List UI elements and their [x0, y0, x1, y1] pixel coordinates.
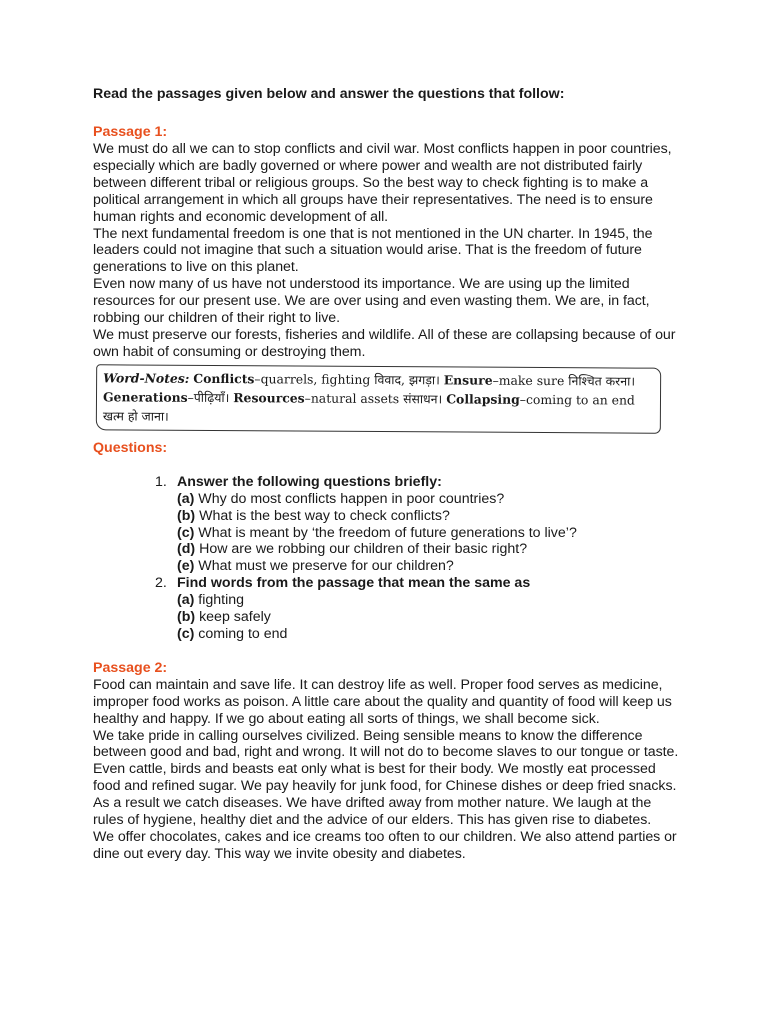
sub-question: [177, 558, 683, 575]
passage-1-paragraph: We must preserve our forests, fisheries and wildlife. All of these are collapsing because of our own habit of consuming or destroying them.: [93, 326, 676, 360]
passage-2-body: [93, 677, 683, 863]
word-note-meaning: –make sure निश्चित करना।: [492, 372, 636, 389]
word-note-meaning: –natural assets संसाधन।: [304, 390, 443, 407]
sub-question: [177, 525, 683, 542]
word-note-term: Collapsing: [446, 391, 520, 407]
word-note-term: Generations: [102, 389, 188, 405]
sub-question-label: (b): [177, 507, 196, 524]
instruction-text: Read the passages given below and answer the questions that follow:: [93, 86, 565, 102]
word-note-term: Conflicts: [193, 370, 255, 387]
sub-question-text: fighting: [198, 592, 245, 609]
passage-2-heading: Passage 2:: [93, 659, 168, 676]
sub-question-text: What is meant by ‘the freedom of future generations to live’?: [198, 524, 577, 541]
question-title: Find words from the passage that mean the same as: [177, 575, 531, 592]
passage-1-body: [93, 141, 683, 361]
sub-question-label: (b): [177, 609, 196, 626]
sub-question-label: (c): [177, 625, 195, 642]
sub-question: [177, 508, 683, 525]
passage-2-paragraph: Food can maintain and save life. It can destroy life as well. Proper food serves as medicine, improper food works as poison. A little care about the quality and quantity of food will keep us healthy and happy. If we go about eating all sorts of things, we shall become sick.: [93, 676, 672, 727]
passage-1-paragraph: We must do all we can to stop conflicts and civil war. Most conflicts happen in poor countries, especially which are badly governed or where power and wealth are not distributed fairly between different tribal or religious groups. So the best way to check fighting is to make a political arrangement in which all groups have their representatives. The need is to ensure human rights and economic development of all.: [93, 141, 672, 225]
sub-question-text: coming to end: [198, 625, 288, 642]
sub-question-text: What must we preserve for our children?: [198, 558, 454, 575]
sub-question-label: (a): [177, 592, 195, 609]
sub-question-label: (c): [177, 524, 195, 541]
passage-1-paragraph: Even now many of us have not understood its importance. We are using up the limited resources for our present use. We are over using and even wasting them. We are, in fact, robbing our children of their right to live.: [93, 276, 650, 327]
sub-question-label: (d): [177, 541, 196, 558]
word-notes-box: [96, 364, 661, 433]
sub-question-label: (e): [177, 558, 195, 575]
sub-question-text: Why do most conflicts happen in poor countries?: [198, 490, 505, 507]
sub-question: [177, 491, 683, 508]
word-note-meaning: –quarrels, fighting विवाद, झगड़ा।: [254, 371, 440, 388]
question-number: 2.: [155, 575, 167, 592]
passage-2-paragraph: We offer chocolates, cakes and ice creams too often to our children. We also attend parties or dine out every day. This way we invite obesity and diabetes.: [93, 829, 677, 862]
sub-question: [177, 541, 683, 558]
question-list: [93, 474, 683, 643]
word-note-meaning: –पीढ़ियाँ।: [187, 389, 230, 405]
word-note-term: Resources: [233, 389, 305, 406]
question-title: Answer the following questions briefly:: [177, 473, 442, 490]
sub-question: [177, 609, 683, 626]
questions-heading: Questions:: [93, 439, 168, 456]
question-item: [93, 575, 683, 643]
sub-question-label: (a): [177, 490, 195, 507]
worksheet: [93, 86, 683, 863]
sub-question: [177, 592, 683, 609]
question-item: [93, 474, 683, 575]
word-note-meaning: –coming to an end खत्म हो जाना।: [102, 391, 635, 424]
sub-question-text: keep safely: [199, 609, 271, 626]
passage-1-paragraph: The next fundamental freedom is one that is not mentioned in the UN charter. In 1945, the leaders could not imagine that such a situation would arise. That is the freedom of future generations to live on this planet.: [93, 225, 653, 276]
sub-question: [177, 626, 683, 643]
passage-2-paragraph: We take pride in calling ourselves civilized. Being sensible means to know the difference between good and bad, right and wrong. It will not do to become slaves to our tongue or taste. Even cattle, birds and beasts eat only what is best for their body. We mostly eat processed food and refined sugar. We pay heavily for junk food, for Chinese dishes or deep fried snacks. As a result we catch diseases. We have drifted away from mother nature. We laugh at the rules of hygiene, healthy diet and the advice of our elders. This has given rise to diabetes.: [93, 727, 679, 829]
question-number: 1.: [155, 473, 167, 490]
sub-question-text: What is the best way to check conflicts?: [199, 507, 450, 524]
passage-1-heading: Passage 1:: [93, 124, 168, 140]
word-notes-title: Word-Notes:: [103, 370, 190, 386]
sub-question-text: How are we robbing our children of their basic right?: [199, 541, 528, 558]
word-note-term: Ensure: [443, 372, 493, 388]
